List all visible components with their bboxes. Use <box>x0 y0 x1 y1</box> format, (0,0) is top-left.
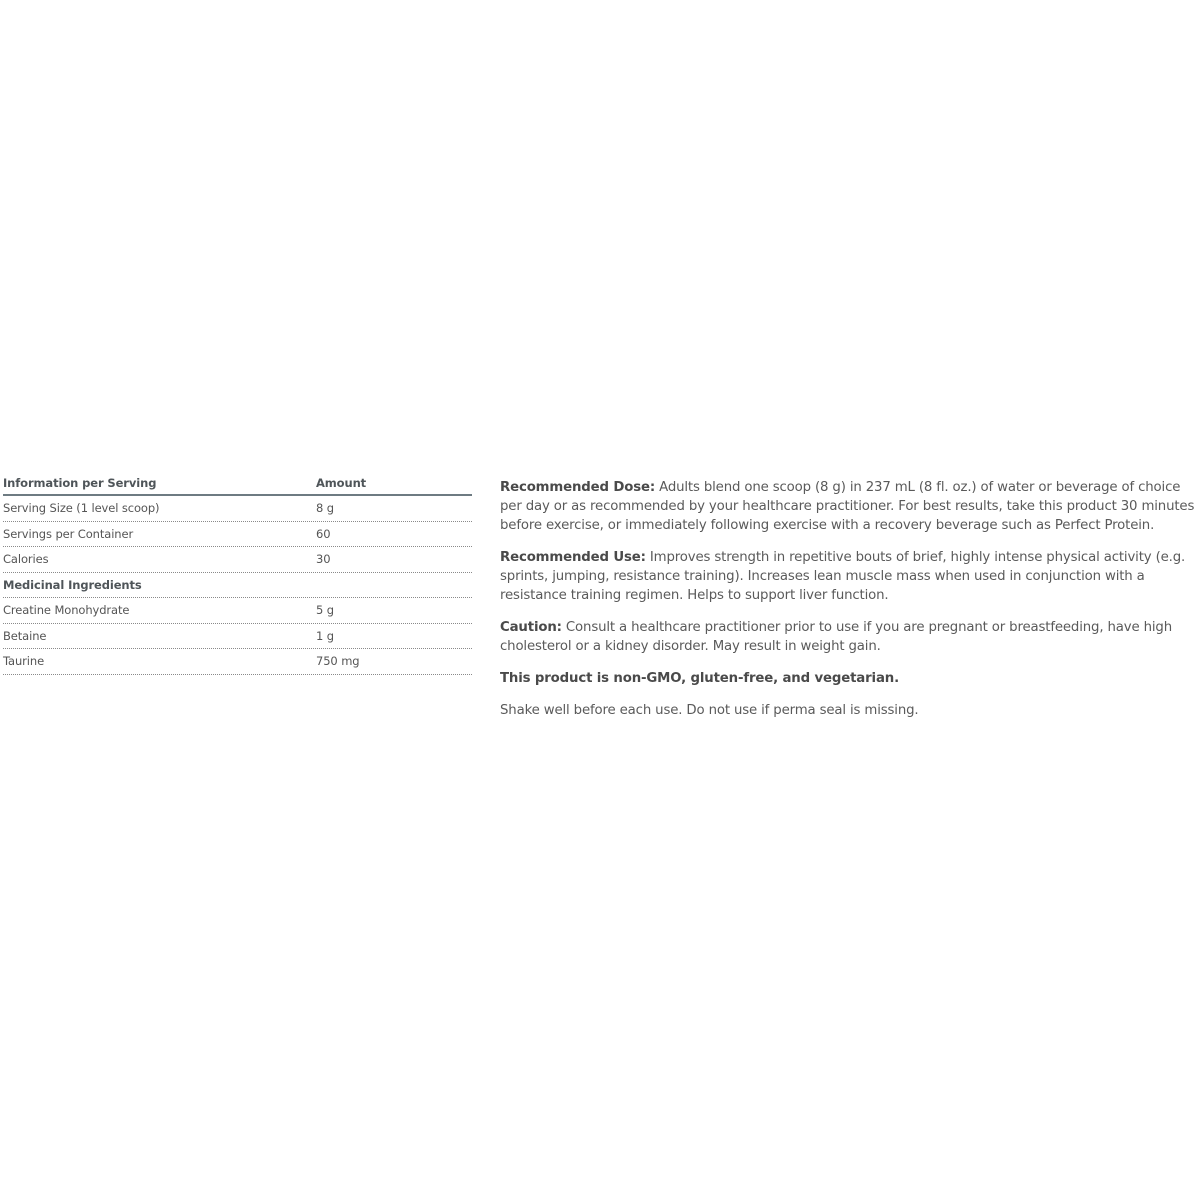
recommended-use-paragraph <box>500 548 1200 605</box>
table-row-servings-per-container <box>3 522 472 548</box>
supplement-facts-table <box>3 472 472 675</box>
shake-note: Shake well before each use. Do not use if perma seal is missing. <box>500 703 919 718</box>
header-information-per-serving: Information per Serving <box>3 476 157 490</box>
row-amount: 1 g <box>316 628 334 643</box>
header-amount: Amount <box>316 476 367 490</box>
recommended-dose-paragraph <box>500 478 1200 535</box>
caution-label: Caution: <box>500 620 562 635</box>
table-row-calories <box>3 547 472 573</box>
table-row-betaine <box>3 624 472 650</box>
row-label: Calories <box>3 552 49 566</box>
recommended-use-text: Improves strength in repetitive bouts of brief, highly intense physical activity (e.g. sprints, jumping, resistance training). Increases lean muscle mass when used in conjunction with a resistance training regimen. Helps to support liver function. <box>500 550 1186 603</box>
row-label: Serving Size (1 level scoop) <box>3 501 160 515</box>
table-row-medicinal-ingredients-heading <box>3 573 472 599</box>
caution-paragraph <box>500 618 1200 656</box>
facts-table-header <box>3 472 472 496</box>
row-amount: 60 <box>316 526 331 541</box>
recommended-dose-label: Recommended Dose: <box>500 480 656 495</box>
recommended-use-label: Recommended Use: <box>500 550 646 565</box>
table-row-creatine-monohydrate <box>3 598 472 624</box>
row-amount: 8 g <box>316 501 334 515</box>
row-label: Servings per Container <box>3 526 134 541</box>
table-row-taurine <box>3 649 472 675</box>
section-heading: Medicinal Ingredients <box>3 577 142 592</box>
table-row-serving-size <box>3 496 472 522</box>
recommended-dose-text: Adults blend one scoop (8 g) in 237 mL (8 fl. oz.) of water or beverage of choice per day or as recommended by your healthcare practitioner. For best results, take this product 30 minutes before exercise, or immediately following exercise with a recovery beverage such as Perfect Protein. <box>500 480 1195 533</box>
caution-text: Consult a healthcare practitioner prior to use if you are pregnant or breastfeeding, have high cholesterol or a kidney disorder. May result in weight gain. <box>500 620 1172 654</box>
product-claim: This product is non-GMO, gluten-free, and vegetarian. <box>500 671 899 686</box>
row-amount: 30 <box>316 552 331 566</box>
row-amount: 5 g <box>316 603 334 617</box>
row-label: Betaine <box>3 628 47 643</box>
row-label: Taurine <box>3 654 45 668</box>
product-information <box>500 478 1200 733</box>
row-amount: 750 mg <box>316 654 360 668</box>
row-label: Creatine Monohydrate <box>3 603 130 617</box>
